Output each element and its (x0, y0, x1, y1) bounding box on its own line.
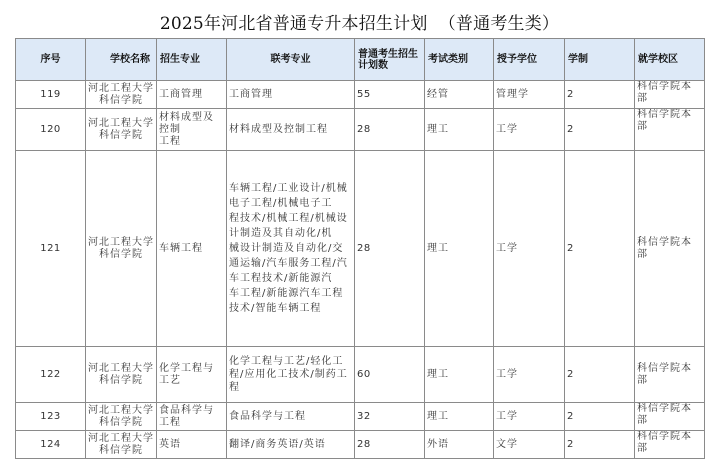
cell-campus: 科信学院本部 (635, 151, 705, 347)
cell-category: 理工 (425, 403, 494, 431)
cell-degree: 工学 (494, 151, 565, 347)
cell-plan: 55 (355, 81, 425, 109)
header-plan: 普通考生招生计划数 (355, 39, 425, 81)
cell-duration: 2 (565, 403, 635, 431)
table-header-row (16, 39, 705, 81)
cell-plan: 28 (355, 109, 425, 151)
cell-exam-major: 工商管理 (227, 81, 355, 109)
table-row (16, 151, 705, 347)
cell-school: 河北工程大学科信学院 (86, 81, 157, 109)
cell-degree: 工学 (494, 109, 565, 151)
cell-duration: 2 (565, 151, 635, 347)
cell-major: 化学工程与工艺 (157, 347, 227, 403)
cell-degree: 工学 (494, 403, 565, 431)
cell-major: 英语 (157, 431, 227, 459)
table-row (16, 81, 705, 109)
cell-exam-major: 翻译/商务英语/英语 (227, 431, 355, 459)
cell-school: 河北工程大学科信学院 (86, 109, 157, 151)
header-campus: 就学校区 (635, 39, 705, 81)
cell-seq: 120 (16, 109, 86, 151)
cell-seq: 121 (16, 151, 86, 347)
cell-school: 河北工程大学科信学院 (86, 403, 157, 431)
cell-duration: 2 (565, 109, 635, 151)
cell-exam-major: 材料成型及控制工程 (227, 109, 355, 151)
cell-seq: 119 (16, 81, 86, 109)
cell-duration: 2 (565, 431, 635, 459)
header-category: 考试类别 (425, 39, 494, 81)
cell-school: 河北工程大学科信学院 (86, 431, 157, 459)
cell-degree: 文学 (494, 431, 565, 459)
cell-school: 河北工程大学科信学院 (86, 347, 157, 403)
cell-exam-major: 食品科学与工程 (227, 403, 355, 431)
header-degree: 授予学位 (494, 39, 565, 81)
page-title: 2025年河北省普通专升本招生计划 （普通考生类） (159, 14, 560, 34)
cell-degree: 管理学 (494, 81, 565, 109)
cell-category: 理工 (425, 109, 494, 151)
header-seq: 序号 (16, 39, 86, 81)
cell-major: 工商管理 (157, 81, 227, 109)
cell-school: 河北工程大学科信学院 (86, 151, 157, 347)
cell-campus: 科信学院本部 (635, 431, 705, 459)
cell-campus: 科信学院本部 (635, 347, 705, 403)
header-school (86, 39, 157, 81)
cell-plan: 28 (355, 431, 425, 459)
cell-degree: 工学 (494, 347, 565, 403)
cell-seq: 122 (16, 347, 86, 403)
cell-major: 车辆工程 (157, 151, 227, 347)
cell-plan: 28 (355, 151, 425, 347)
header-school-label: 学校名称 (110, 54, 150, 65)
cell-duration: 2 (565, 347, 635, 403)
cell-exam-major: 化学工程与工艺/轻化工 程/应用化工技术/制药工程 (227, 347, 355, 403)
header-major: 招生专业 (157, 39, 227, 81)
cell-seq: 124 (16, 431, 86, 459)
cell-plan: 32 (355, 403, 425, 431)
cell-campus: 科信学院本部 (635, 109, 705, 151)
table-row (16, 431, 705, 459)
enrollment-plan-table (15, 38, 705, 459)
cell-major: 材料成型及控制 工程 (157, 109, 227, 151)
cell-seq: 123 (16, 403, 86, 431)
cell-plan: 60 (355, 347, 425, 403)
table-row (16, 403, 705, 431)
cell-major: 食品科学与工程 (157, 403, 227, 431)
cell-exam-major: 车辆工程/工业设计/机械电子工程/机械电子工 程技术/机械工程/机械设计制造及其自动化/机 械设计制造及自动化/交 通运输/汽车服务工程/汽车工程技术/新能源汽 车工程/新能源汽车工程 技术/智能车辆工程 (227, 151, 355, 347)
cell-campus: 科信学院本部 (635, 81, 705, 109)
cell-category: 理工 (425, 347, 494, 403)
cell-campus: 科信学院本部 (635, 403, 705, 431)
table-row (16, 109, 705, 151)
header-duration: 学制 (565, 39, 635, 81)
header-exam-major: 联考专业 (227, 39, 355, 81)
table-row (16, 347, 705, 403)
cell-category: 经管 (425, 81, 494, 109)
cell-category: 理工 (425, 151, 494, 347)
cell-duration: 2 (565, 81, 635, 109)
cell-category: 外语 (425, 431, 494, 459)
